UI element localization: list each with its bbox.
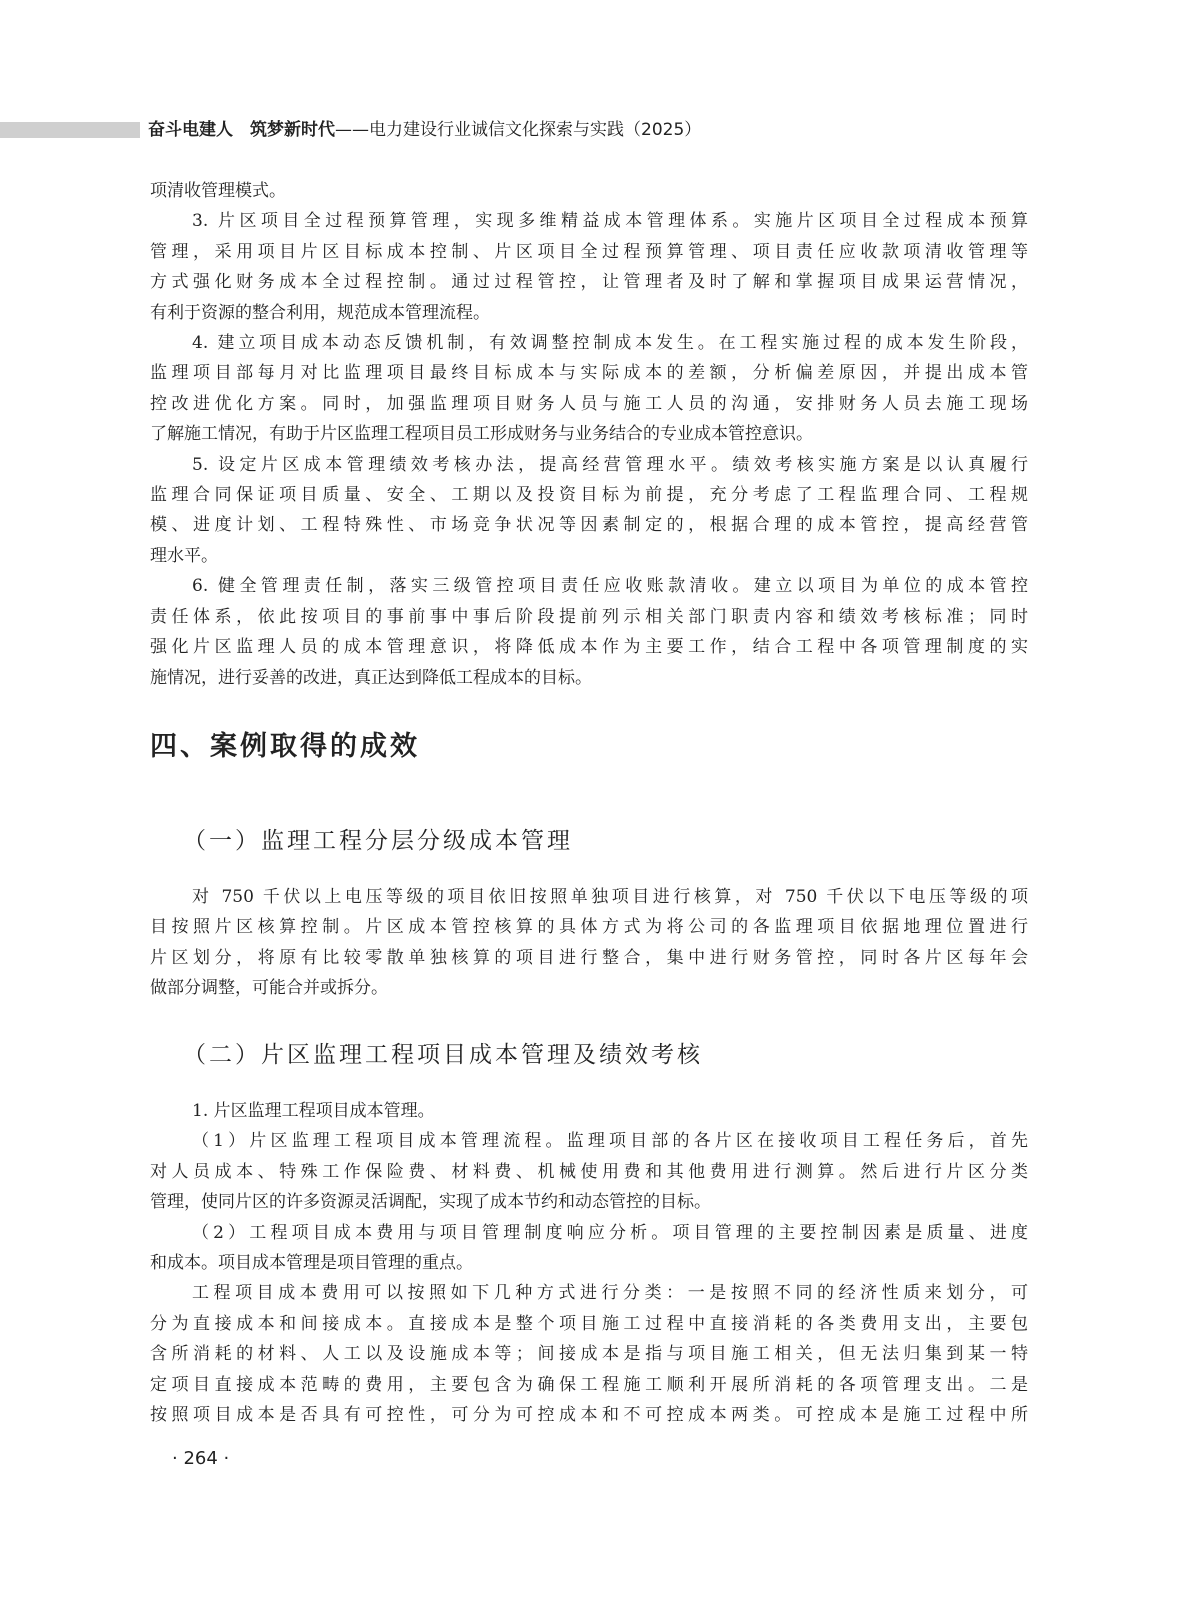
paragraph-line: 理水平。 — [150, 545, 218, 566]
running-header-rest: ——电力建设行业诚信文化探索与实践（2025） — [335, 120, 702, 140]
subsection-2-body — [150, 1096, 1028, 1430]
paragraph-line: 6. 健全管理责任制，落实三级管控项目责任应收账款清收。建立以项目为单位的成本管控 — [192, 576, 1028, 597]
paragraph-line: 定项目直接成本范畴的费用，主要包含为确保工程施工顺利开展所消耗的各项管理支出。二是 — [150, 1374, 1028, 1395]
paragraph-line: 了解施工情况，有助于片区监理工程项目员工形成财务与业务结合的专业成本管控意识。 — [150, 424, 813, 445]
paragraph-line: 含所消耗的材料、人工以及设施成本等；间接成本是指与项目施工相关，但无法归集到某一特 — [150, 1344, 1028, 1365]
section-heading: 四、案例取得的成效 — [150, 731, 420, 762]
paragraph-line: （2）工程项目成本费用与项目管理制度响应分析。项目管理的主要控制因素是质量、进度 — [192, 1222, 1028, 1243]
paragraph-line: 4. 建立项目成本动态反馈机制，有效调整控制成本发生。在工程实施过程的成本发生阶段， — [192, 333, 1028, 354]
page-number: · 264 · — [172, 1448, 230, 1469]
paragraph-4 — [150, 328, 1028, 450]
paragraph-line: 模、进度计划、工程特殊性、市场竞争状况等因素制定的，根据合理的成本管控，提高经营管 — [150, 515, 1028, 536]
paragraph-line: 1. 片区监理工程项目成本管理。 — [192, 1101, 435, 1121]
paragraph-line: 管理，使同片区的许多资源灵活调配，实现了成本节约和动态管控的目标。 — [150, 1192, 711, 1213]
paragraph-3 — [150, 206, 1028, 328]
paragraph-line: 方式强化财务成本全过程控制。通过过程管控，让管理者及时了解和掌握项目成果运营情况， — [150, 272, 1028, 293]
subsection-heading-1: （一）监理工程分层分级成本管理 — [183, 828, 573, 854]
paragraph-line: 项清收管理模式。 — [150, 181, 286, 201]
running-header-bold: 奋斗电建人 筑梦新时代 — [148, 120, 335, 140]
paragraph-line: 按照项目成本是否具有可控性，可分为可控成本和不可控成本两类。可控成本是施工过程中所 — [150, 1405, 1028, 1426]
paragraph-line: 责任体系，依此按项目的事前事中事后阶段提前列示相关部门职责内容和绩效考核标准；同时 — [150, 606, 1028, 627]
paragraph-line: 监理合同保证项目质量、安全、工期以及投资目标为前提，充分考虑了工程监理合同、工程规 — [150, 485, 1028, 506]
paragraph-line: 工程项目成本费用可以按照如下几种方式进行分类：一是按照不同的经济性质来划分，可 — [192, 1283, 1028, 1304]
paragraph-6 — [150, 571, 1028, 693]
paragraph-line: 管理，采用项目片区目标成本控制、片区项目全过程预算管理、项目责任应收款项清收管理等 — [150, 241, 1028, 262]
paragraph-line: 控改进优化方案。同时，加强监理项目财务人员与施工人员的沟通，安排财务人员去施工现场 — [150, 393, 1028, 414]
paragraph-line: 5. 设定片区成本管理绩效考核办法，提高经营管理水平。绩效考核实施方案是以认真履行 — [192, 454, 1028, 475]
upper-body-text — [150, 176, 1028, 693]
paragraph-line: 和成本。项目成本管理是项目管理的重点。 — [150, 1253, 473, 1274]
paragraph-line: 分为直接成本和间接成本。直接成本是整个项目施工过程中直接消耗的各类费用支出，主要包 — [150, 1313, 1028, 1334]
paragraph-line: 片区划分，将原有比较零散单独核算的项目进行整合，集中进行财务管控，同时各片区每年会 — [150, 947, 1028, 968]
subsection-heading-2: （二）片区监理工程项目成本管理及绩效考核 — [183, 1042, 703, 1068]
paragraph-line: 施情况，进行妥善的改进，真正达到降低工程成本的目标。 — [150, 667, 592, 688]
paragraph-line: 监理项目部每月对比监理项目最终目标成本与实际成本的差额，分析偏差原因，并提出成本管 — [150, 363, 1028, 384]
paragraph-5 — [150, 450, 1028, 572]
subsection-2-item-1 — [150, 1126, 1028, 1217]
paragraph-line: 做部分调整，可能合并或拆分。 — [150, 978, 388, 999]
subsection-1-paragraph — [150, 882, 1028, 1004]
paragraph-line: 对人员成本、特殊工作保险费、材料费、机械使用费和其他费用进行测算。然后进行片区分类 — [150, 1161, 1028, 1182]
running-header — [148, 118, 1140, 142]
paragraph-line: 有利于资源的整合利用，规范成本管理流程。 — [150, 302, 490, 323]
paragraph-line: （1）片区监理工程项目成本管理流程。监理项目部的各片区在接收项目工程任务后，首先 — [192, 1131, 1028, 1152]
paragraph-line: 目按照片区核算控制。片区成本管控核算的具体方式为将公司的各监理项目依据地理位置进行 — [150, 917, 1028, 938]
paragraph-line: 强化片区监理人员的成本管理意识，将降低成本作为主要工作，结合工程中各项管理制度的实 — [150, 637, 1028, 658]
paragraph-line: 对 750 千伏以上电压等级的项目依旧按照单独项目进行核算，对 750 千伏以下电压等级的项 — [192, 887, 1028, 907]
paragraph-line: 3. 片区项目全过程预算管理，实现多维精益成本管理体系。实施片区项目全过程成本预算 — [192, 211, 1028, 232]
subsection-2-item-2 — [150, 1218, 1028, 1279]
header-gray-bar — [0, 122, 140, 138]
subsection-2-paragraph-3 — [150, 1278, 1028, 1430]
